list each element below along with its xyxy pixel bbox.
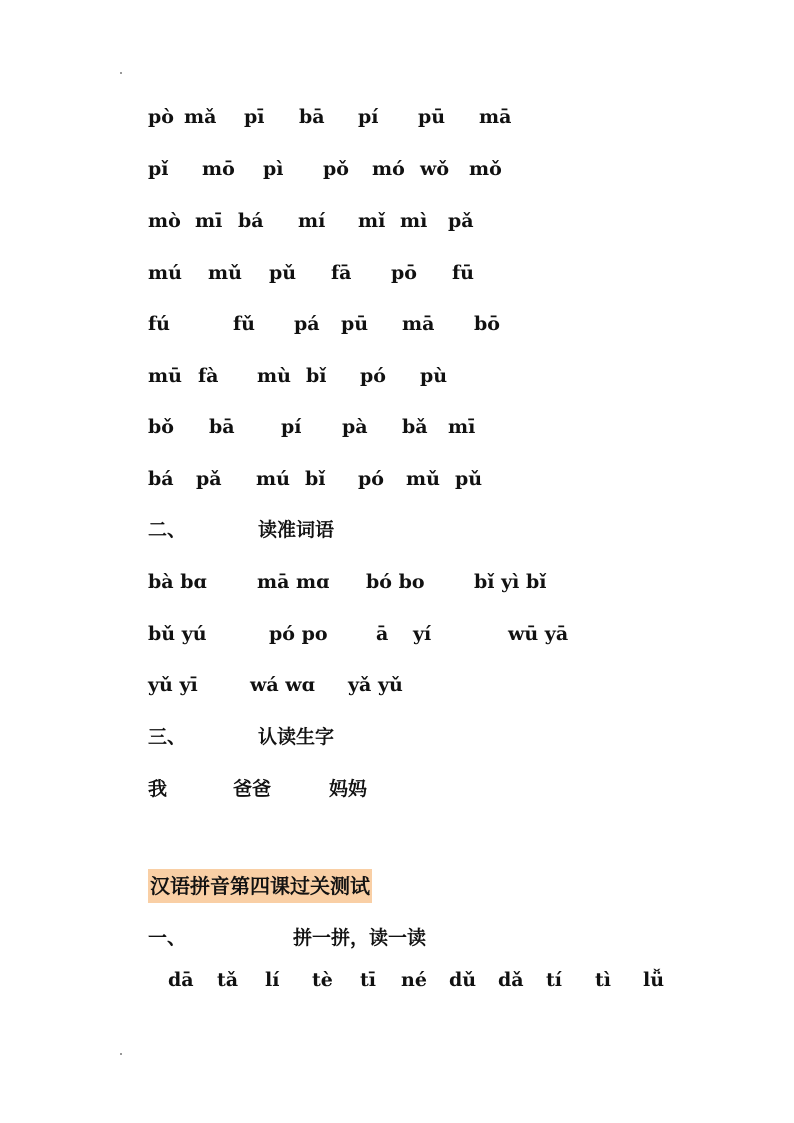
syllable: pǎ [448, 210, 474, 232]
margin-mark-top [120, 72, 122, 74]
syllable: mǔ [208, 262, 242, 284]
syllable: fú [148, 313, 170, 335]
syllable: pǒ [323, 158, 349, 180]
word: wū yā [508, 623, 569, 645]
syllable: pà [342, 416, 368, 438]
syllable: fū [452, 262, 474, 284]
syllable: pǔ [269, 262, 297, 284]
syllable: pǔ [455, 468, 483, 490]
syllable: tǎ [217, 969, 239, 991]
syllable: mú [148, 262, 182, 284]
lesson-4-heading: 汉语拼音第四课过关测试 [148, 869, 372, 903]
word: bà bɑ [148, 571, 207, 593]
pinyin-row-1 [148, 102, 528, 132]
pinyin-row-7 [148, 412, 528, 442]
pinyin-row-3 [148, 206, 528, 236]
syllable: bǒ [148, 416, 174, 438]
word: yǎ yǔ [348, 674, 403, 696]
pinyin-row-5 [148, 309, 528, 339]
margin-mark-bottom [120, 1053, 122, 1055]
syllable: pá [294, 313, 320, 335]
syllable: pǐ [148, 158, 169, 180]
syllable: bá [238, 210, 264, 232]
syllable: mù [257, 365, 291, 387]
syllable: tí [546, 969, 562, 991]
pinyin-row-2 [148, 154, 528, 184]
syllable: bǎ [402, 416, 428, 438]
syllable: mī [195, 210, 223, 232]
word: mā mɑ [257, 571, 330, 593]
syllable: pù [420, 365, 448, 387]
syllable: bā [299, 106, 325, 128]
syllable: mǎ [184, 106, 217, 128]
syllable: tī [360, 969, 376, 991]
syllable: pō [391, 262, 417, 284]
syllable: mí [298, 210, 326, 232]
syllable: mú [256, 468, 290, 490]
syllable: pò [148, 106, 174, 128]
syllable: pì [263, 158, 284, 180]
section-title: 拼一拼，读一读 [293, 927, 427, 949]
word-row-1 [148, 567, 598, 597]
pinyin-row-8 [148, 464, 528, 494]
lesson-4-syllable-row [148, 965, 688, 995]
lesson-4-section-1-heading [148, 923, 508, 953]
word: wá wɑ [250, 674, 315, 696]
syllable: lǚ [643, 969, 665, 991]
section-title: 读准词语 [258, 519, 335, 541]
syllable: tè [312, 969, 333, 991]
syllable: mī [448, 416, 476, 438]
syllable: mā [402, 313, 435, 335]
syllable: pí [358, 106, 379, 128]
syllable: fà [198, 365, 219, 387]
syllable: wǒ [420, 158, 450, 180]
syllable: mǒ [469, 158, 502, 180]
syllable: bá [148, 468, 174, 490]
syllable: fǔ [233, 313, 255, 335]
syllable: bǐ [305, 468, 326, 490]
section-number: 二、 [148, 519, 187, 541]
syllable: bō [474, 313, 500, 335]
word: bǐ yì bǐ [474, 571, 547, 593]
syllable: dǔ [449, 969, 477, 991]
syllable: mì [400, 210, 428, 232]
syllable: pó [358, 468, 384, 490]
word: pó po [269, 623, 328, 645]
section-2-heading [148, 515, 448, 545]
syllable: pó [360, 365, 386, 387]
syllable: mǔ [406, 468, 440, 490]
section-title: 认读生字 [258, 726, 335, 748]
pinyin-row-4 [148, 258, 528, 288]
word: yǔ yī [148, 674, 198, 696]
section-3-heading [148, 722, 448, 752]
syllable: bā [209, 416, 235, 438]
pinyin-row-6 [148, 361, 528, 391]
word: yí [413, 623, 432, 645]
syllable: lí [265, 969, 280, 991]
syllable: pī [244, 106, 265, 128]
syllable: bǐ [306, 365, 327, 387]
syllable: mó [372, 158, 405, 180]
character-row [148, 774, 448, 804]
syllable: pí [281, 416, 302, 438]
syllable: dā [168, 969, 194, 991]
word: bǔ yú [148, 623, 207, 645]
syllable: mǐ [358, 210, 386, 232]
syllable: pū [341, 313, 369, 335]
syllable: fā [331, 262, 352, 284]
character: 爸爸 [233, 778, 272, 800]
syllable: mū [148, 365, 182, 387]
syllable: tì [595, 969, 611, 991]
syllable: pǎ [196, 468, 222, 490]
syllable: pū [418, 106, 446, 128]
syllable: dǎ [498, 969, 524, 991]
character: 我 [148, 778, 168, 800]
word: bó bo [366, 571, 425, 593]
section-number: 三、 [148, 726, 187, 748]
syllable: né [401, 969, 427, 991]
word-row-3 [148, 670, 598, 700]
character: 妈妈 [329, 778, 368, 800]
syllable: mò [148, 210, 181, 232]
section-number: 一、 [148, 927, 187, 949]
word-row-2 [148, 619, 598, 649]
word: ā [376, 623, 389, 645]
syllable: mā [479, 106, 512, 128]
syllable: mō [202, 158, 235, 180]
